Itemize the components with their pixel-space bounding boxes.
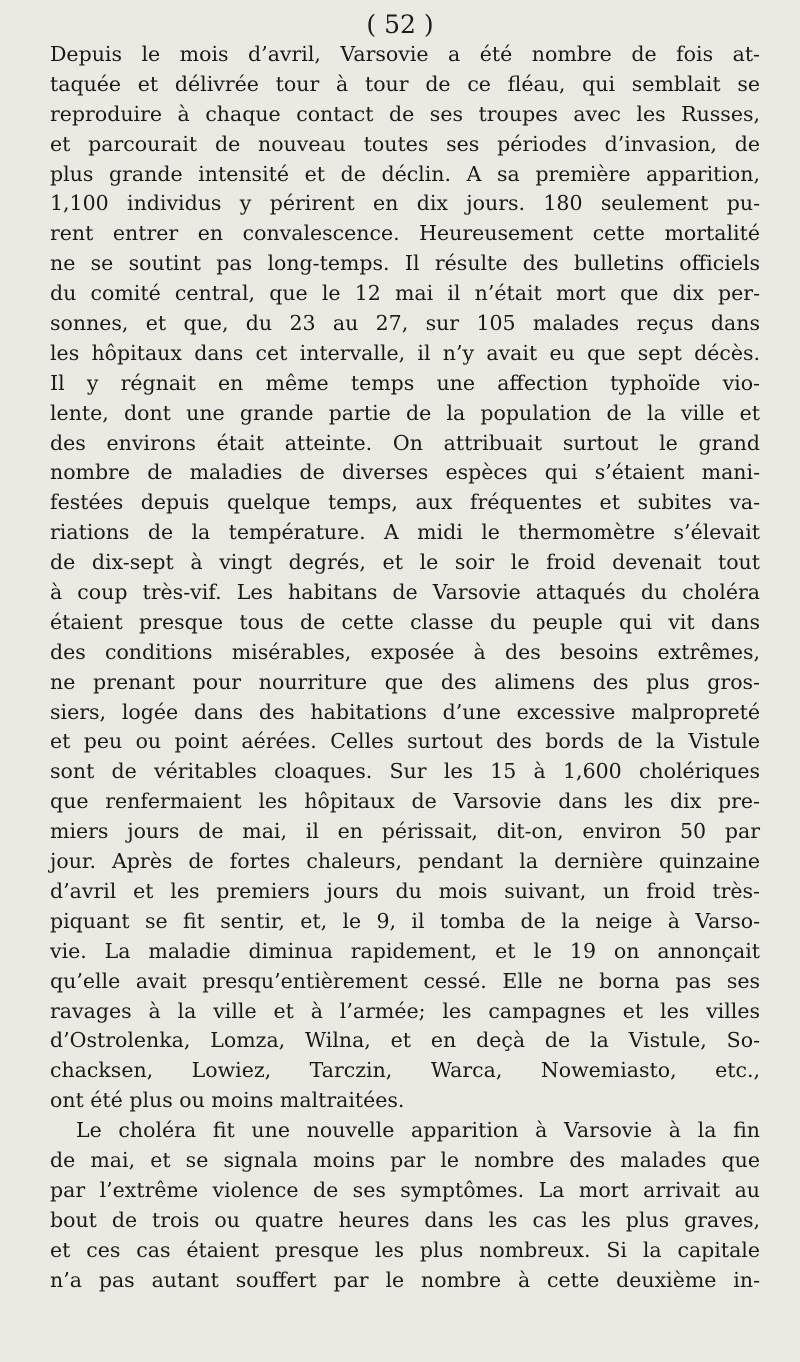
text-line: d’avril et les premiers jours du mois suivant, un froid très- xyxy=(50,878,760,903)
text-line: des environs était atteinte. On attribuait surtout le grand xyxy=(50,430,760,455)
text-line: piquant se fit sentir, et, le 9, il tomba de la neige à Varso- xyxy=(50,908,760,933)
text-line: chacksen, Lowiez, Tarczin, Warca, Nowemiasto, etc., xyxy=(50,1058,760,1083)
page-number: ( 52 ) xyxy=(366,10,434,39)
text-line: et ces cas étaient presque les plus nombreux. Si la capitale xyxy=(50,1237,760,1262)
text-line: 1,100 individus y périrent en dix jours. 180 seulement pu- xyxy=(50,191,760,216)
text-line: n’a pas autant souffert par le nombre à cette deuxième in- xyxy=(50,1267,760,1292)
text-line: de mai, et se signala moins par le nombre des malades que xyxy=(50,1147,760,1172)
text-line: plus grande intensité et de déclin. A sa première apparition, xyxy=(50,161,760,186)
text-line: ne se soutint pas long-temps. Il résulte des bulletins officiels xyxy=(50,251,760,276)
text-line: du comité central, que le 12 mai il n’était mort que dix per- xyxy=(50,281,760,306)
text-line: festées depuis quelque temps, aux fréquentes et subites va- xyxy=(50,490,760,515)
text-line: taquée et délivrée tour à tour de ce fléau, qui semblait se xyxy=(50,71,760,96)
text-line: à coup très-vif. Les habitans de Varsovie attaqués du choléra xyxy=(50,580,760,605)
text-line: par l’extrême violence de ses symptômes. La mort arrivait au xyxy=(50,1177,760,1202)
text-line: étaient presque tous de cette classe du peuple qui vit dans xyxy=(50,609,760,634)
text-line: siers, logée dans des habitations d’une excessive malpropreté xyxy=(50,699,760,724)
text-line: que renfermaient les hôpitaux de Varsovie dans les dix pre- xyxy=(50,789,760,814)
text-line: d’Ostrolenka, Lomza, Wilna, et en deçà de la Vistule, So- xyxy=(50,1028,760,1053)
text-line: et parcourait de nouveau toutes ses périodes d’invasion, de xyxy=(50,131,760,156)
text-line: ont été plus ou moins maltraitées. xyxy=(50,1088,405,1113)
text-line: les hôpitaux dans cet intervalle, il n’y avait eu que sept décès. xyxy=(50,340,760,365)
text-line: de dix-sept à vingt degrés, et le soir le froid devenait tout xyxy=(50,550,760,575)
body-text xyxy=(50,40,760,1295)
text-line: sont de véritables cloaques. Sur les 15 à 1,600 cholériques xyxy=(50,759,760,784)
text-line: nombre de maladies de diverses espèces qui s’étaient mani- xyxy=(50,460,760,485)
text-line: Il y régnait en même temps une affection typhoïde vio- xyxy=(50,370,760,395)
text-line: rent entrer en convalescence. Heureusement cette mortalité xyxy=(50,221,760,246)
text-line: jour. Après de fortes chaleurs, pendant la dernière quinzaine xyxy=(50,849,760,874)
text-line: et peu ou point aérées. Celles surtout des bords de la Vistule xyxy=(50,729,760,754)
text-line: sonnes, et que, du 23 au 27, sur 105 malades reçus dans xyxy=(50,311,760,336)
text-line: riations de la température. A midi le thermomètre s’élevait xyxy=(50,520,760,545)
text-line: bout de trois ou quatre heures dans les cas les plus graves, xyxy=(50,1207,760,1232)
text-line: vie. La maladie diminua rapidement, et le 19 on annonçait xyxy=(50,938,760,963)
text-line: des conditions misérables, exposée à des besoins extrêmes, xyxy=(50,639,760,664)
text-line: Le choléra fit une nouvelle apparition à Varsovie à la fin xyxy=(76,1118,760,1143)
text-line: ne prenant pour nourriture que des alimens des plus gros- xyxy=(50,669,760,694)
text-line: ravages à la ville et à l’armée; les campagnes et les villes xyxy=(50,998,760,1023)
text-line: qu’elle avait presqu’entièrement cessé. Elle ne borna pas ses xyxy=(50,968,760,993)
text-line: miers jours de mai, il en périssait, dit-on, environ 50 par xyxy=(50,819,760,844)
text-line: Depuis le mois d’avril, Varsovie a été nombre de fois at- xyxy=(50,42,760,66)
text-line: reproduire à chaque contact de ses troupes avec les Russes, xyxy=(50,101,760,126)
text-line: lente, dont une grande partie de la population de la ville et xyxy=(50,400,760,425)
